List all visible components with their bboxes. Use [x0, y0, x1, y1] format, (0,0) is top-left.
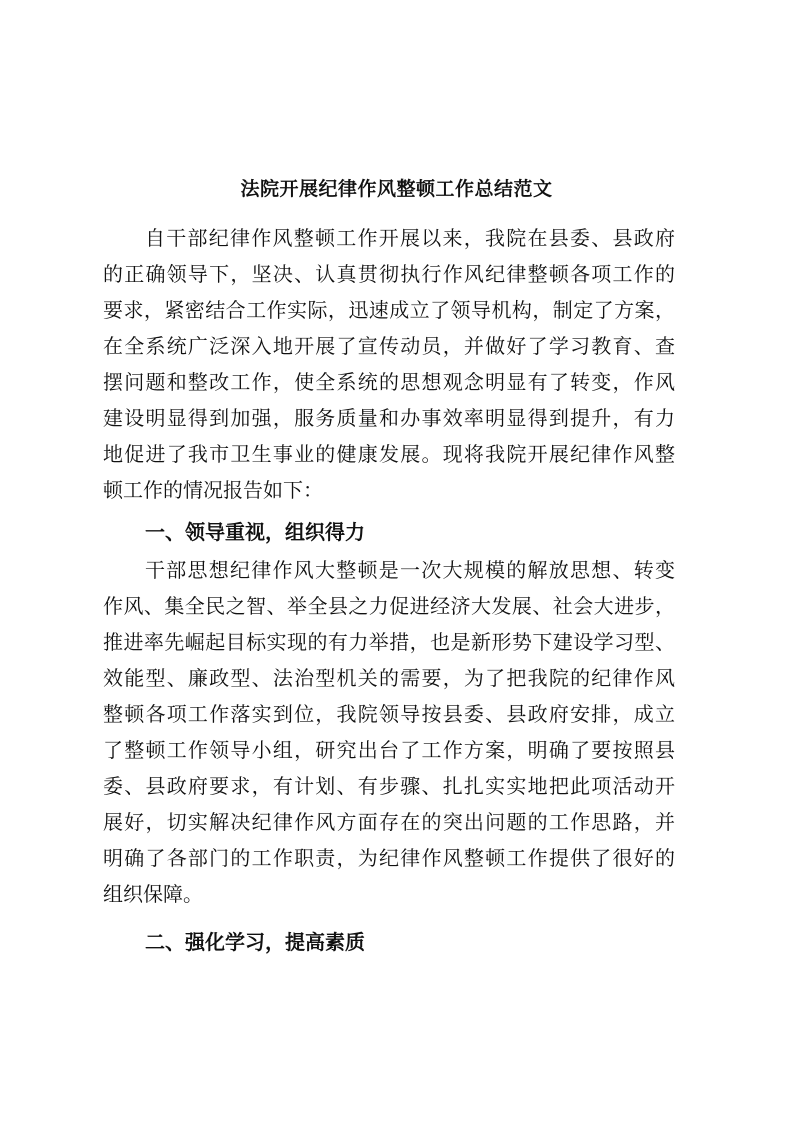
intro-line-5: 摆问题和整改工作，使全系统的思想观念明显有了转变，作风	[103, 370, 675, 394]
section-1-line-5: 整顿各项工作落实到位，我院领导按县委、县政府安排，成立	[103, 702, 675, 726]
intro-line-6: 建设明显得到加强，服务质量和办事效率明显得到提升，有力	[103, 406, 675, 430]
section-1-line-7: 委、县政府要求，有计划、有步骤、扎扎实实地把此项活动开	[103, 774, 675, 798]
section-1-line-1: 干部思想纪律作风大整顿是一次大规模的解放思想、转变	[145, 558, 675, 582]
section-1-line-6: 了整顿工作领导小组，研究出台了工作方案，明确了要按照县	[103, 738, 675, 762]
intro-line-7: 地促进了我市卫生事业的健康发展。现将我院开展纪律作风整	[103, 442, 675, 466]
intro-line-8: 顿工作的情况报告如下：	[103, 478, 323, 502]
section-1-line-3: 推进率先崛起目标实现的有力举措，也是新形势下建设学习型、	[103, 630, 675, 654]
section-1-line-10: 组织保障。	[103, 882, 203, 906]
intro-line-3: 要求，紧密结合工作实际，迅速成立了领导机构，制定了方案，	[103, 298, 675, 322]
section-1-heading: 一、领导重视，组织得力	[145, 520, 365, 544]
section-1-line-2: 作风、集全民之智、举全县之力促进经济大发展、社会大进步，	[103, 594, 675, 618]
intro-line-1: 自干部纪律作风整顿工作开展以来，我院在县委、县政府	[145, 226, 675, 250]
intro-line-2: 的正确领导下，坚决、认真贯彻执行作风纪律整顿各项工作的	[103, 262, 675, 286]
section-1-line-9: 明确了各部门的工作职责，为纪律作风整顿工作提供了很好的	[103, 846, 675, 870]
intro-line-4: 在全系统广泛深入地开展了宣传动员，并做好了学习教育、查	[103, 334, 675, 358]
section-1-line-8: 展好，切实解决纪律作风方面存在的突出问题的工作思路，并	[103, 810, 675, 834]
section-2-heading: 二、强化学习，提高素质	[145, 930, 365, 954]
section-1-line-4: 效能型、廉政型、法治型机关的需要，为了把我院的纪律作风	[103, 666, 675, 690]
document-title: 法院开展纪律作风整顿工作总结范文	[240, 178, 553, 200]
